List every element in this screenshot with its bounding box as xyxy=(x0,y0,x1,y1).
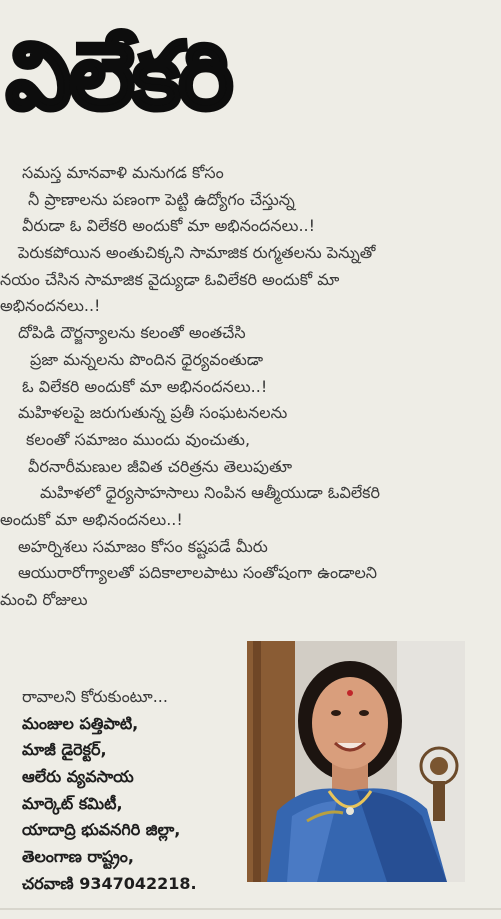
poem-line: ఓ విలేకరి అందుకో మా అభినందనలు..! xyxy=(22,376,268,396)
poem-line: వీరనారీమణుల జీవిత చరిత్రను తెలుపుతూ xyxy=(28,456,293,476)
poem-line: నీ ప్రాణాలను పణంగా పెట్టి ఉద్యోగం చేస్తున్న xyxy=(28,189,295,209)
headline: విలేకరి xyxy=(6,23,232,130)
woman-portrait-image xyxy=(247,641,465,882)
poem-line: సమస్త మానవాళి మనుగడ కోసం xyxy=(22,163,224,182)
signature-line: ఆలేరు వ్యవసాయ xyxy=(22,767,134,787)
poem-line: ఆయురారోగ్యాలతో పదికాలాలపాటు సంతోషంగా ఉండాలని xyxy=(18,563,378,583)
poem-line: అహర్నిశలు సమాజం కోసం కష్టపడే మీరు xyxy=(18,536,268,556)
poem-line: పెరుకపోయిన అంతుచిక్కని సామాజిక రుగ్మతలను పెన్నుతో xyxy=(18,243,376,263)
poem-line: వీరుడా ఓ విలేకరి అందుకో మా అభినందనలు..! xyxy=(22,216,316,236)
signature-line: యాదాద్రి భువనగిరి జిల్లా, xyxy=(22,820,181,840)
signature-line: తెలంగాణ రాష్ట్రం, xyxy=(22,847,135,867)
poem-line: అందుకో మా అభినందనలు..! xyxy=(0,509,183,529)
poem-line: ప్రజా మన్నలను పొందిన ధైర్యవంతుడా xyxy=(30,349,264,369)
signature-line: మంజుల పత్తిపాటి, xyxy=(22,713,139,733)
signature-block xyxy=(22,684,242,898)
poem-line: అభినందనలు..! xyxy=(0,296,101,316)
poem-line: కలంతో సమాజం ముందు వుంచుతు, xyxy=(26,429,251,449)
author-photo xyxy=(247,641,465,882)
signature-line: మాజీ డైరెక్టర్, xyxy=(22,740,107,760)
poem-line: దోపిడి దౌర్జన్యాలను కలంతో అంతచేసి xyxy=(18,323,246,343)
divider xyxy=(0,908,501,910)
poem-line: మహిళలపై జరుగుతున్న ప్రతీ సంఘటనలను xyxy=(18,403,288,423)
poem-line: మహిళలో ధైర్యసాహసాలు నింపిన ఆత్మీయుడా ఓవిలేకరి xyxy=(40,483,381,503)
signature-line: మార్కెట్ కమిటీ, xyxy=(22,793,123,813)
poem-line: నయం చేసిన సామాజిక వైద్యుడా ఓవిలేకరి అందుకో మా xyxy=(0,269,340,289)
closing-line: రావాలని కోరుకుంటూ... xyxy=(22,687,168,706)
poem-body xyxy=(0,160,480,614)
signature-line: చరవాణి 9347042218. xyxy=(22,873,197,893)
poem-line: మంచి రోజులు xyxy=(0,590,88,609)
